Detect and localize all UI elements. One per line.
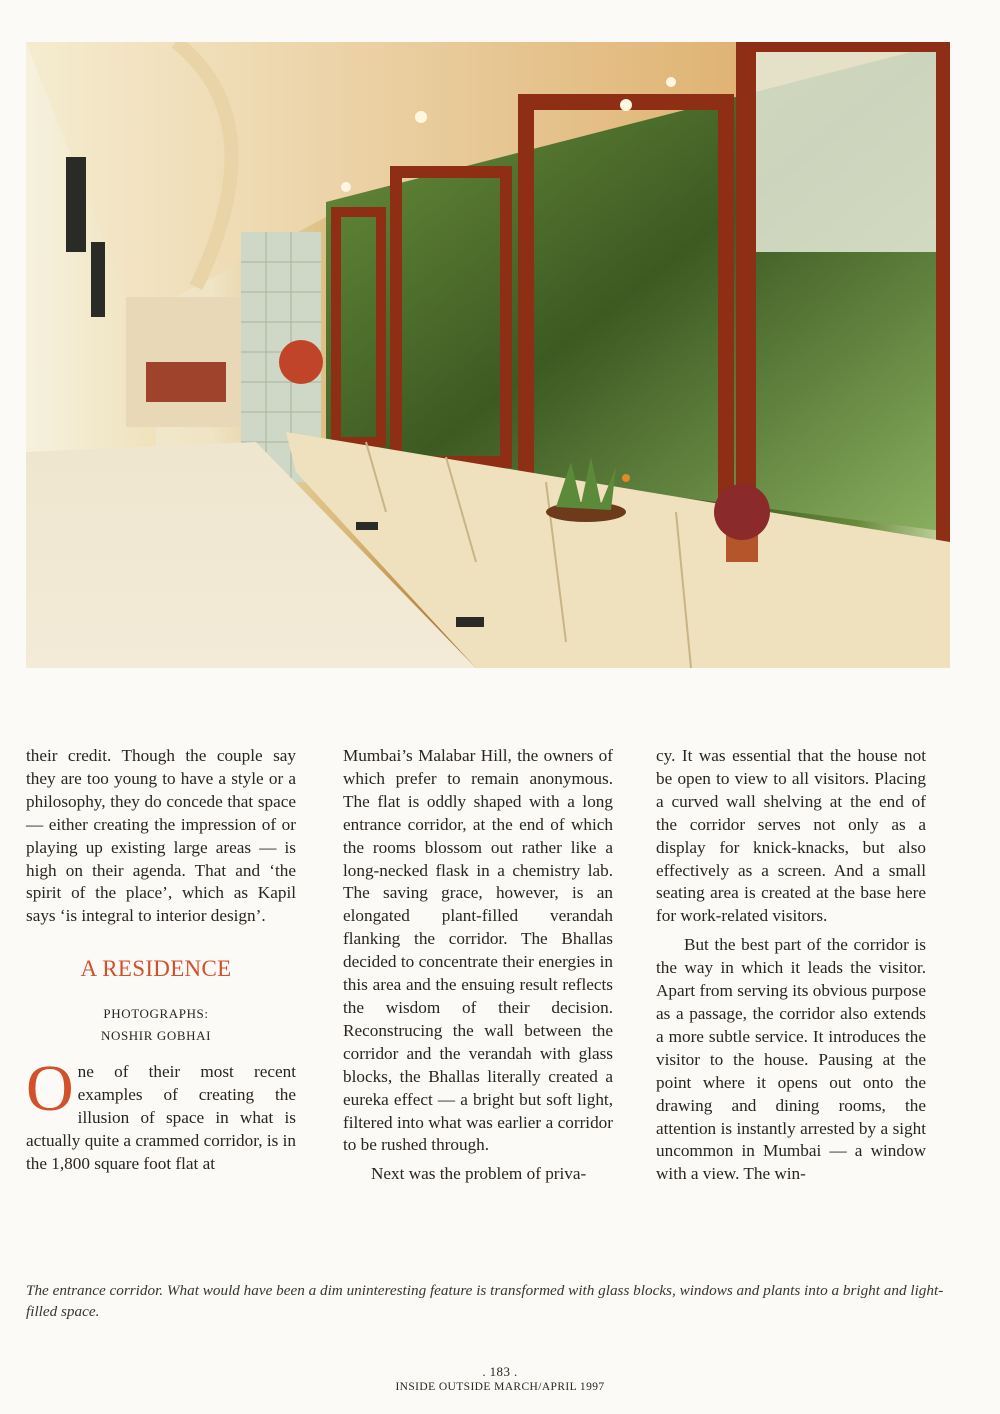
- drop-cap: O: [26, 1052, 74, 1126]
- paragraph: cy. It was essential that the house not be open to view to all visitors. Placing a curved wall shelving at the end of the corridor serves not only as a display for knick-knacks, but also effectively as a screen. And a small seating area is created at the base here for work-related visitors.: [656, 746, 926, 926]
- page-number: . 183 .: [482, 1364, 518, 1379]
- paragraph: But the best part of the corridor is the way in which it leads the visitor. Apart from serving its obvious purpose as a passage, the corridor also extends a more subtle service. It introduces the visitor to the house. Pausing at the point where it opens out onto the drawing and dining rooms, the attention is instantly arrested by a sight uncommon in Mumbai — a window with a view. The win-: [656, 935, 926, 1184]
- section-heading: A RESIDENCE: [80, 956, 232, 982]
- magazine-footer: INSIDE OUTSIDE MARCH/APRIL 1997: [395, 1381, 605, 1393]
- paragraph: Mumbai’s Malabar Hill, the owners of which prefer to remain anonymous. The flat is oddly shaped with a long entrance corridor, at the end of which the rooms blossom out rather like a long-necked flask in a chemistry lab. The saving grace, however, is an elongated plant-filled verandah flanking the corridor. The Bhallas decided to concentrate their energies in this area and the ensuing result reflects the wisdom of their decision. Reconstrucing the wall between the corridor and the verandah with glass blocks, the Bhallas literally created a eureka effect — a bright but soft light, filtered into what was earlier a corridor to be rushed through.: [343, 746, 613, 1155]
- photo-credit-label: PHOTOGRAPHS:: [103, 1006, 209, 1022]
- paragraph-with-dropcap: [26, 1052, 296, 1176]
- corridor-photo: [26, 42, 950, 668]
- text-column-1: [26, 745, 296, 1176]
- photo-credit: [26, 1003, 296, 1047]
- paragraph: their credit. Though the couple say they are too young to have a style or a philosophy, they do concede that space — either creating the impression of or playing up existing large areas — is high on their agenda. That and ‘the spirit of the place’, which as Kapil says ‘is integral to interior design’.: [26, 746, 296, 926]
- photo-caption: The entrance corridor. What would have been a dim uninteresting feature is transformed with glass blocks, windows and plants into a bright and light-filled space.: [26, 1282, 944, 1320]
- photo-credit-name: NOSHIR GOBHAI: [101, 1028, 211, 1044]
- paragraph: Next was the problem of priva-: [371, 1164, 587, 1184]
- paragraph: ne of their most recent examples of creating the illusion of space in what is actually quite a crammed corridor, is in the 1,800 square foot flat at: [26, 1062, 296, 1173]
- text-column-2: [343, 745, 613, 1186]
- corridor-photo-illustration: [26, 42, 950, 668]
- text-column-3: [656, 745, 926, 1186]
